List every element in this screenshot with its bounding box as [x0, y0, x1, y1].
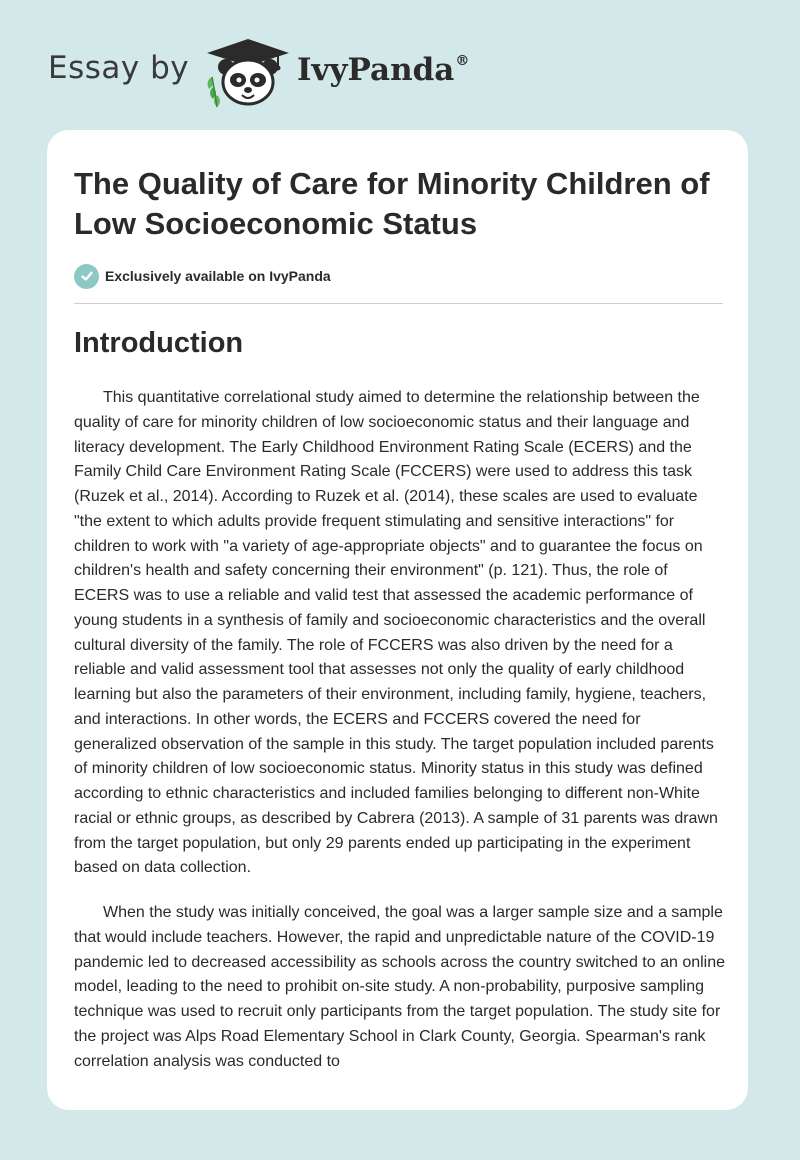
article-title: The Quality of Care for Minority Children of Low Socioeconomic Status — [74, 166, 710, 241]
brand-name[interactable] — [297, 52, 469, 88]
site-header — [0, 0, 800, 130]
registered-mark: ® — [455, 52, 470, 69]
exclusive-badge — [74, 263, 331, 289]
paragraph: This quantitative correlational study aimed to determine the relationship between the quality of care for minority children of low socioeconomic status and their language and literacy development. The Early Childhood Environment Rating Scale (ECERS) and the Family Child Care Environment Rating Scale (FCCERS) were used to address this task (Ruzek et al., 2014). According to Ruzek et al. (2014), these scales are used to evaluate "the extent to which adults provide frequent stimulating and sensitive interactions" for children to work with "a variety of age-appropriate objects" and to guarantee the focus on children's health and safety concerning their environment" (p. 121). Thus, the role of ECERS was to use a reliable and valid test that assessed the academic performance of young students in a synthesis of family and socioeconomic characteristics and the overall cultural diversity of the family. The role of FCCERS was also driven by the need for a reliable and valid assessment tool that assesses not only the quality of early childhood learning but also the parameters of their environment, including family, hygiene, teachers, and interactions. In other words, the ECERS and FCCERS covered the need for generalized observation of the sample in this study. The target population included parents of minority children of low socioeconomic status. Minority status in this study was defined according to ethnic characteristics and included families belonging to different non-White racial or ethnic groups, as described by Cabrera (2013). A sample of 31 parents was drawn from the target population, but only 29 parents ended up participating in the experiment based on data collection. — [74, 389, 718, 877]
brand-name-text: IvyPanda — [297, 52, 455, 88]
check-circle-icon — [74, 264, 99, 289]
section-title: Introduction — [74, 327, 244, 359]
article-card — [47, 130, 748, 1110]
ivypanda-logo-icon[interactable] — [203, 37, 293, 109]
divider — [74, 303, 723, 304]
paragraph: When the study was initially conceived, the goal was a larger sample size and a sample that would include teachers. However, the rapid and unpredictable nature of the COVID-19 pandemic led to decreased accessibility as schools across the country switched to an online model, leading to the need to prohibit on-site study. A non-probability, purposive sampling technique was used to recruit only participants from the target population. The study site for the project was Alps Road Elementary School in Clark County, Georgia. Spearman's rank correlation analysis was conducted to — [74, 904, 726, 1070]
essay-by-label: Essay by — [48, 50, 190, 86]
exclusive-badge-text: Exclusively available on IvyPanda — [105, 268, 331, 284]
